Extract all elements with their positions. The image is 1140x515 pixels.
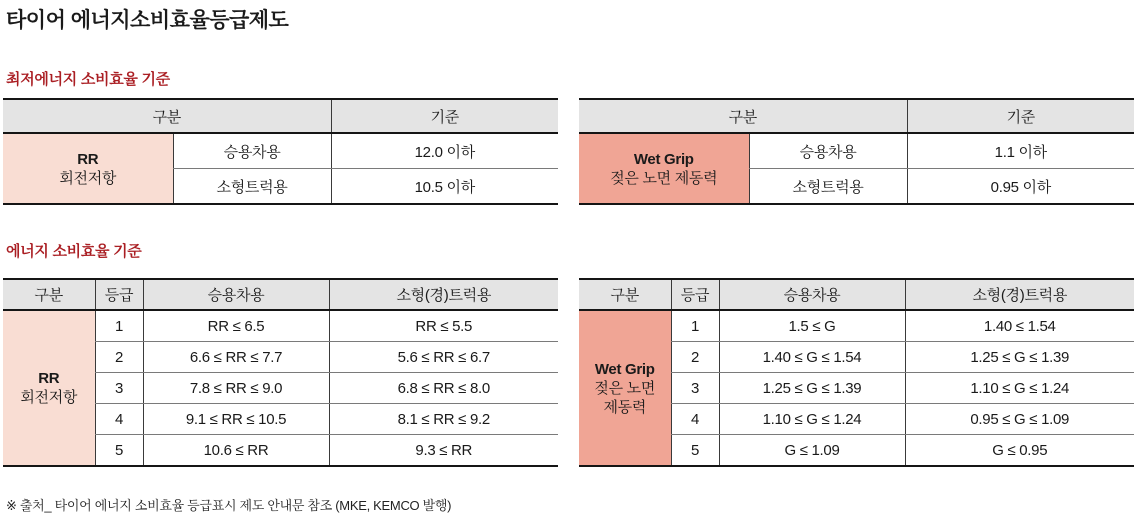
grade-standard-tables-row xyxy=(3,278,1137,467)
grade-cell: 1 xyxy=(95,310,143,342)
row-label-rr xyxy=(3,310,95,466)
passenger-range-cell: 10.6 ≤ RR xyxy=(143,435,329,467)
grade-cell: 4 xyxy=(95,404,143,435)
table-row xyxy=(3,133,558,169)
truck-range-cell: G ≤ 0.95 xyxy=(905,435,1134,467)
category-cell: 승용차용 xyxy=(173,133,331,169)
label-wet-grip-en: Wet Grip xyxy=(594,360,655,378)
column-header-group: 구분 xyxy=(3,279,95,310)
passenger-range-cell: 6.6 ≤ RR ≤ 7.7 xyxy=(143,342,329,373)
grade-table-wet-grip xyxy=(579,278,1134,467)
grade-cell: 1 xyxy=(671,310,719,342)
grade-cell: 5 xyxy=(95,435,143,467)
min-standard-table-wet-grip xyxy=(579,98,1134,205)
row-label-rr xyxy=(3,133,173,204)
label-wet-grip-ko: 젖은 노면 제동력 xyxy=(610,169,718,187)
standard-cell: 0.95 이하 xyxy=(907,169,1134,205)
column-header-group: 구분 xyxy=(579,279,671,310)
standard-cell: 1.1 이하 xyxy=(907,133,1134,169)
passenger-range-cell: 1.10 ≤ G ≤ 1.24 xyxy=(719,404,905,435)
section-heading-min-standard: 최저에너지 소비효율 기준 xyxy=(6,71,170,88)
label-wet-grip-en: Wet Grip xyxy=(633,150,694,168)
grade-cell: 2 xyxy=(671,342,719,373)
passenger-range-cell: G ≤ 1.09 xyxy=(719,435,905,467)
standard-cell: 12.0 이하 xyxy=(331,133,558,169)
column-header-truck: 소형(경)트럭용 xyxy=(905,279,1134,310)
category-cell: 소형트럭용 xyxy=(173,169,331,205)
table-row xyxy=(579,310,1134,342)
grade-cell: 3 xyxy=(95,373,143,404)
section-heading-grade-standard: 에너지 소비효율 기준 xyxy=(6,243,142,260)
passenger-range-cell: 7.8 ≤ RR ≤ 9.0 xyxy=(143,373,329,404)
table-row xyxy=(3,310,558,342)
column-header-truck: 소형(경)트럭용 xyxy=(329,279,558,310)
column-header-passenger: 승용차용 xyxy=(719,279,905,310)
passenger-range-cell: 9.1 ≤ RR ≤ 10.5 xyxy=(143,404,329,435)
min-standard-tables-row xyxy=(3,98,1137,205)
column-header-grade: 등급 xyxy=(95,279,143,310)
standard-cell: 10.5 이하 xyxy=(331,169,558,205)
grade-cell: 3 xyxy=(671,373,719,404)
passenger-range-cell: RR ≤ 6.5 xyxy=(143,310,329,342)
source-note: ※ 출처_ 타이어 에너지 소비효율 등급표시 제도 안내문 참조 (MKE, KEMCO 발행) xyxy=(6,498,452,513)
label-rr-ko: 회전저항 xyxy=(20,389,78,406)
category-cell: 소형트럭용 xyxy=(749,169,907,205)
label-rr-en: RR xyxy=(77,150,99,168)
table-header-row xyxy=(3,99,558,133)
truck-range-cell: 8.1 ≤ RR ≤ 9.2 xyxy=(329,404,558,435)
passenger-range-cell: 1.40 ≤ G ≤ 1.54 xyxy=(719,342,905,373)
truck-range-cell: 1.10 ≤ G ≤ 1.24 xyxy=(905,373,1134,404)
truck-range-cell: RR ≤ 5.5 xyxy=(329,310,558,342)
page-title: 타이어 에너지소비효율등급제도 xyxy=(6,9,289,32)
table-header-row xyxy=(3,279,558,310)
truck-range-cell: 1.40 ≤ 1.54 xyxy=(905,310,1134,342)
label-rr-ko: 회전저항 xyxy=(59,169,117,187)
column-header-standard: 기준 xyxy=(331,99,558,133)
column-header-passenger: 승용차용 xyxy=(143,279,329,310)
label-rr-en: RR xyxy=(38,370,60,387)
row-label-wet-grip xyxy=(579,133,749,204)
table-header-row xyxy=(579,99,1134,133)
column-header-group: 구분 xyxy=(579,99,907,133)
label-wet-grip-ko-line1: 젖은 노면 xyxy=(594,379,656,397)
table-row xyxy=(579,133,1134,169)
row-label-wet-grip xyxy=(579,310,671,466)
truck-range-cell: 0.95 ≤ G ≤ 1.09 xyxy=(905,404,1134,435)
category-cell: 승용차용 xyxy=(749,133,907,169)
grade-table-rr xyxy=(3,278,558,467)
label-wet-grip-ko-line2: 제동력 xyxy=(603,398,647,416)
passenger-range-cell: 1.5 ≤ G xyxy=(719,310,905,342)
truck-range-cell: 5.6 ≤ RR ≤ 6.7 xyxy=(329,342,558,373)
truck-range-cell: 6.8 ≤ RR ≤ 8.0 xyxy=(329,373,558,404)
column-header-group: 구분 xyxy=(3,99,331,133)
truck-range-cell: 1.25 ≤ G ≤ 1.39 xyxy=(905,342,1134,373)
grade-cell: 2 xyxy=(95,342,143,373)
grade-cell: 4 xyxy=(671,404,719,435)
min-standard-table-rr xyxy=(3,98,558,205)
column-header-grade: 등급 xyxy=(671,279,719,310)
truck-range-cell: 9.3 ≤ RR xyxy=(329,435,558,467)
table-header-row xyxy=(579,279,1134,310)
grade-cell: 5 xyxy=(671,435,719,467)
column-header-standard: 기준 xyxy=(907,99,1134,133)
passenger-range-cell: 1.25 ≤ G ≤ 1.39 xyxy=(719,373,905,404)
